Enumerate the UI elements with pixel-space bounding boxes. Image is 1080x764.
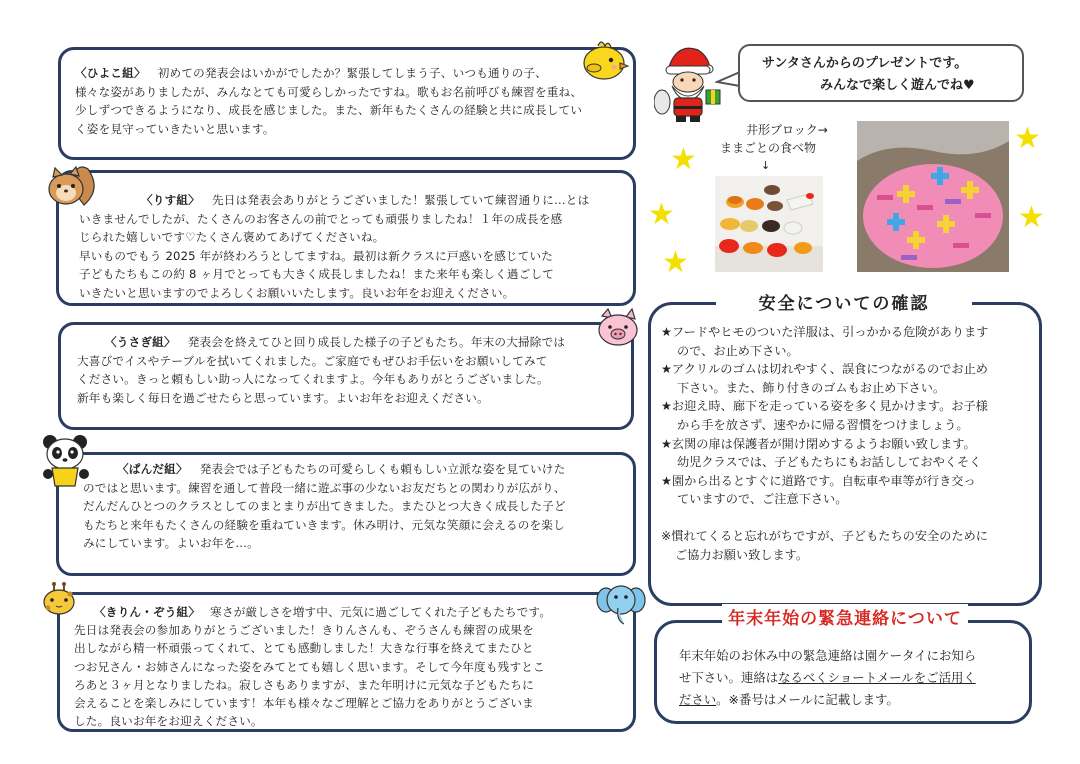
class-text-line: 先日は発表会ありがとうございました！緊張していて練習通りに…とは [211,193,590,207]
class-heading: 〈きりん・ぞう組〉 [94,605,201,619]
santa-message-line2: みんなで楽しく遊んでね♥ [820,78,975,93]
class-text-line: 子どもたちもこの約 8 ヶ月でとっても大きく成長しましたね！また来年も楽しく過ごして [79,267,555,282]
class-text-line: 少しずつできるようになり、成長を感じました。また、新年もたくさんの経験と共に成長してい [75,103,583,118]
class-heading: 〈りす組〉 [141,193,200,207]
class-text-line: 大喜びでイスやテーブルを拭いてくれました。ご家庭でもぜひお手伝いをお願いしてみて [77,353,548,368]
star-icon: ★ [662,245,689,280]
down-arrow-icon: ↓ [761,159,771,172]
class-text-line: じられた嬉しいです♡たくさん褒めてあげてくださいね。 [79,230,385,245]
star-icon: ★ [670,142,697,177]
class-text-line: 会えることを楽しみにしています！本年も様々なご理解とご協力をありがとうございま [74,696,534,711]
class-text-line: 新年も楽しく毎日を過ごせたらと思っています。よいお年をお迎えください。 [77,390,489,405]
class-text-line: く姿を見守っていきたいと思います。 [75,121,275,136]
class-heading: 〈ぱんだ組〉 [117,462,188,476]
santa-speech-bubble [738,44,1024,102]
safety-box [648,302,1042,606]
panda-icon [40,434,92,490]
class-heading: 〈うさぎ組〉 [105,335,176,349]
class-text-line: した。良いお年をお迎えください。 [74,714,263,729]
emergency-line: せ下さい。連絡はなるべくショートメールをご活用く [679,670,976,685]
emergency-title: 年末年始の緊急連絡について [722,604,968,630]
panda-class-box [56,452,636,576]
risu-class-box [56,170,636,306]
class-text-line: 先日は発表会の参加ありがとうございました！きりんさんも、ぞうさんも練習の成果を [74,623,534,638]
safety-item: ★アクリルのゴムは切れやすく、誤食につながるのでお止め 下さい。また、飾り付きのゴムもお止め下さい。 [661,362,988,395]
safety-note: ※慣れてくると忘れがちですが、子どもたちの安全のために ご協力お願い致します。 [661,528,988,562]
class-text-line: 寒さが厳しさを増す中、元気に過ごしてくれた子どもたちです。 [210,605,552,619]
class-text-line: 出しながら精一杯頑張ってくれて、とても感動しました！大きな行事を終えてまたひと [74,641,534,656]
star-icon: ★ [1018,200,1045,235]
class-text-line: 発表会を終えてひと回り成長した様子の子どもたち。年末の大掃除では [187,335,566,349]
class-text-line: だんだんひとつのクラスとしてのまとまりが出てきました。またひとつ大きく成長した子ど [83,499,566,514]
class-heading: 〈ひよこ組〉 [75,66,146,80]
safety-item: ★園から出るとすぐに道路です。自転車や車等が行き交っ ていますので、ご注意下さい。 [661,473,976,507]
class-text-line: 早いものでもう 2025 年が終わろうとしてますね。最初は新クラスに戸惑いを感じていた [79,248,554,263]
class-text-line: いきませんでしたが、たくさんのお客さんの前でとっても頑張りましたね！１年の成長を感 [79,211,563,226]
class-text-line: 様々な姿がありましたが、みんなとても可愛らしかったですね。歌もお名前呼びも練習を重ね、 [75,84,583,99]
play-food-photo [715,176,823,272]
class-text-line: つお兄さん・お姉さんになった姿をみてとても嬉しく思います。そして今年度も残すとこ [74,659,545,674]
squirrel-icon [44,165,98,211]
emergency-box [654,620,1032,724]
class-text-line: ください。きっと頼もしい助っ人になってくれますよ。今年もありがとうございました。 [77,372,549,387]
kirin-zou-class-box [57,592,636,732]
giraffe-icon [38,582,82,624]
class-text-line: 初めての発表会はいかがでしたか？緊張してしまう子、いつも通りの子、 [157,66,547,80]
class-text-line: もたちと来年もたくさんの経験を重ねていきます。休み明け、元気な笑顔に会えるのを楽し [83,517,565,532]
class-text-line: 発表会では子どもたちの可愛らしくも頼もしい立派な姿を見ていけた [199,462,566,476]
food-caption: ままごとの食べ物 [720,141,817,155]
emergency-line: ださい。※番号はメールに記載します。 [679,692,899,707]
safety-title: 安全についての確認 [716,289,972,313]
class-text-line: のではと思います。練習を通して普段一緒に遊ぶ事の少ないお友だちとの関わりが広がり、 [83,480,566,495]
hiyoko-class-box [58,47,636,160]
star-icon: ★ [1014,121,1041,156]
blocks-caption: 井形ブロック→ [746,123,828,137]
chick-icon [578,36,630,82]
class-text-line: いきたいと思いますのでよろしくお願いいたします。良いお年をお迎えください。 [79,285,515,300]
usagi-class-box [58,322,634,430]
emergency-line: 年末年始のお休み中の緊急連絡は園ケータイにお知ら [679,648,977,663]
safety-item: ★玄関の扉は保護者が開け閉めするようお願い致します。 幼児クラスでは、子どもたちにもお話ししておやくそく [661,436,982,470]
elephant-icon [596,580,646,628]
class-text-line: みにしています。よいお年を…。 [83,536,259,551]
blocks-photo [857,121,1009,272]
safety-item: ★フードやヒモのついた洋服は、引っかかる危険があります ので、お止め下さい。 [661,325,989,358]
star-icon: ★ [648,197,675,232]
pig-icon [594,308,642,350]
class-text-line: ろあと３ヶ月となりましたね。寂しさもありますが、また年明けに元気な子どもたちに [74,677,534,692]
safety-item: ★お迎え時、廊下を走っている姿を多く見かけます。お子様 から手を放さず、速やかに帰る習慣をつけましょう。 [661,399,988,432]
santa-message-line1: サンタさんからのプレゼントです。 [762,56,968,71]
